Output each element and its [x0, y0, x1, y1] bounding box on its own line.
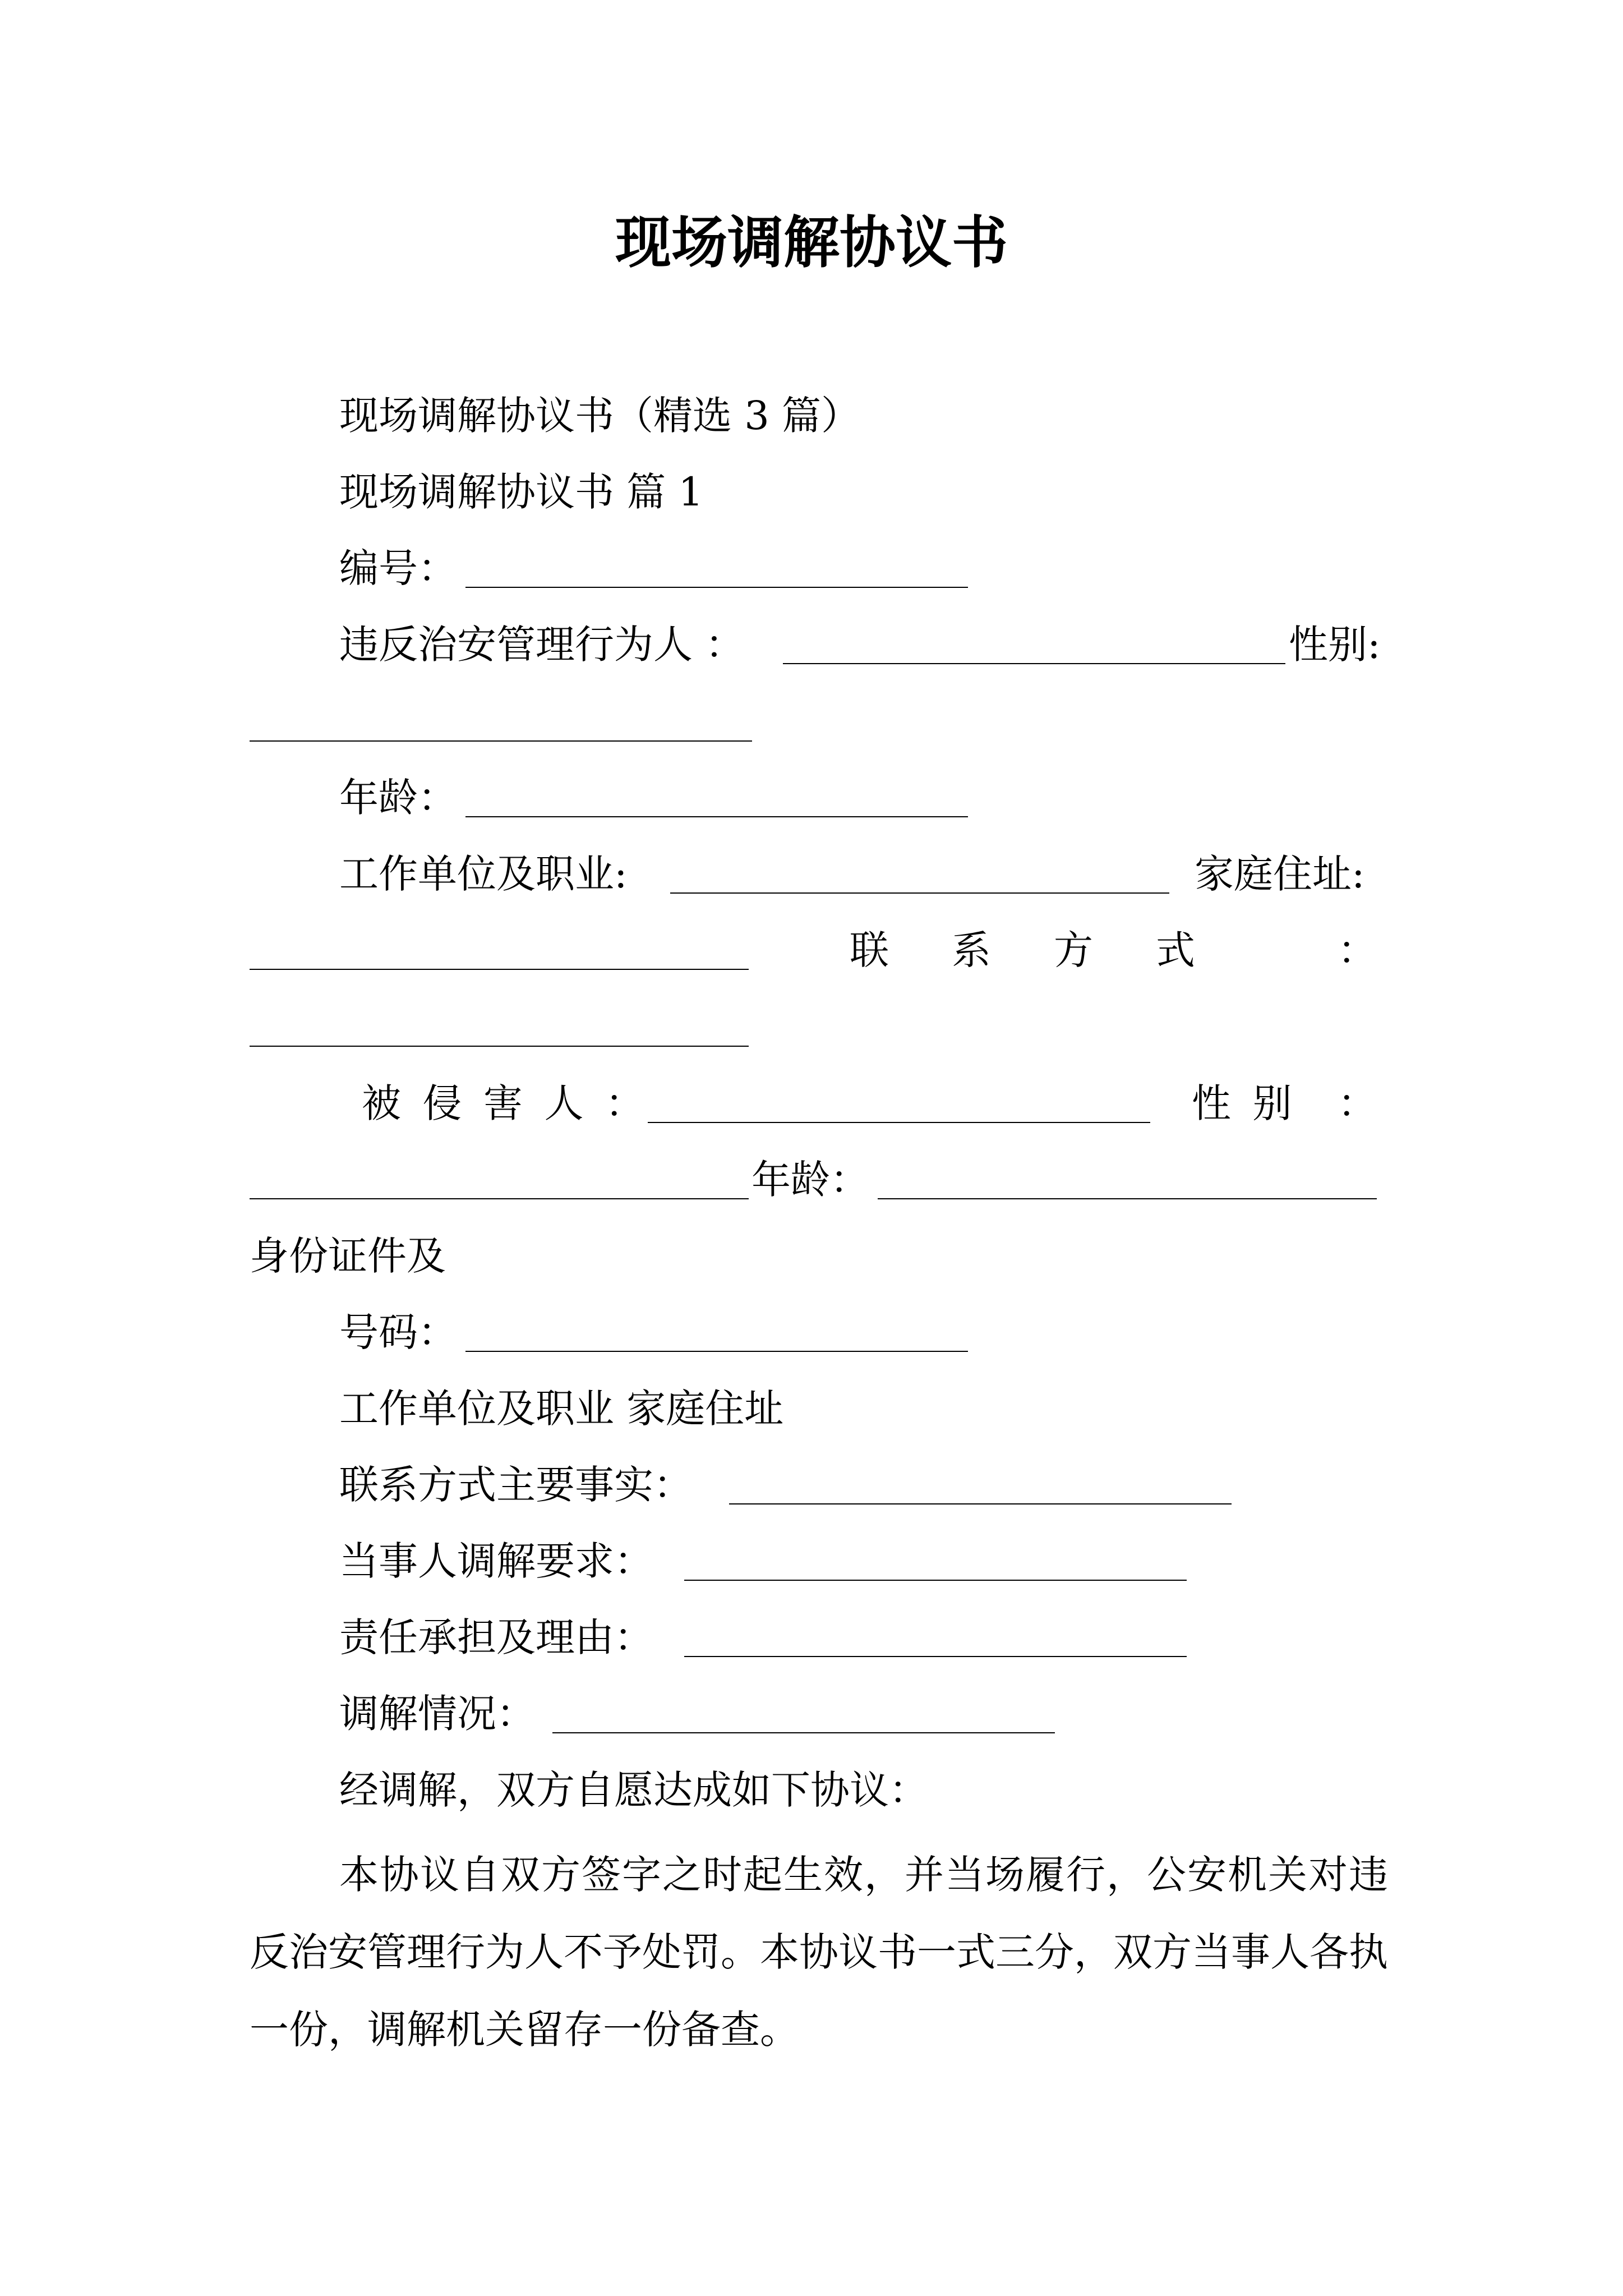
- work-home-label: 工作单位及职业 家庭住址: [339, 1386, 784, 1432]
- victim-gender-colon: ：: [1338, 1080, 1377, 1126]
- home-address-blank[interactable]: [250, 969, 749, 970]
- mediation-status-blank[interactable]: [552, 1732, 1055, 1733]
- responsibility-label: 责任承担及理由：: [339, 1614, 653, 1660]
- number-blank[interactable]: [465, 587, 968, 588]
- responsibility-blank[interactable]: [684, 1656, 1187, 1657]
- document-title: 现场调解协议书: [615, 209, 1008, 275]
- home-address-label: 家庭住址:: [1195, 851, 1365, 897]
- section-heading: 现场调解协议书 篇 1: [339, 469, 704, 515]
- age-label: 年龄：: [339, 775, 457, 821]
- contact-facts-blank[interactable]: [729, 1503, 1232, 1504]
- victim-age-blank[interactable]: [878, 1198, 1377, 1199]
- number-label: 编号：: [339, 545, 457, 591]
- violator-blank[interactable]: [783, 663, 1285, 664]
- victim-age-label: 年龄：: [751, 1157, 869, 1203]
- id-number-blank[interactable]: [465, 1351, 968, 1352]
- id-number-label: 号码：: [339, 1309, 457, 1355]
- subtitle: 现场调解协议书（精选 3 篇）: [339, 393, 861, 439]
- agreement-body: 本协议自双方签字之时起生效，并当场履行，公安机关对违反治安管理行为人不予处罚。本协议书一式三分，双方当事人各执一份，调解机关留存一份备查。: [250, 1852, 1388, 2053]
- age-blank[interactable]: [465, 816, 968, 817]
- id-doc-label: 身份证件及: [250, 1233, 446, 1279]
- victim-gender-label: 性别: [1192, 1080, 1313, 1126]
- violator-label: 违反治安管理行为人 ：: [339, 622, 745, 668]
- agreement-intro: 经调解，双方自愿达成如下协议：: [339, 1767, 928, 1813]
- party-request-blank[interactable]: [684, 1580, 1187, 1581]
- contact-blank[interactable]: [250, 1046, 749, 1047]
- gender-blank[interactable]: [250, 740, 752, 742]
- contact-colon: ：: [1338, 927, 1377, 973]
- party-request-label: 当事人调解要求：: [339, 1538, 653, 1584]
- contact-label: 联系方式: [850, 927, 1258, 973]
- victim-blank[interactable]: [648, 1122, 1150, 1123]
- gender-label: 性别:: [1289, 622, 1381, 668]
- contact-facts-label: 联系方式主要事实：: [339, 1462, 693, 1508]
- victim-gender-blank[interactable]: [250, 1198, 749, 1199]
- victim-label: 被侵害人：: [362, 1080, 666, 1126]
- work-unit-blank[interactable]: [670, 892, 1169, 894]
- mediation-status-label: 调解情况：: [339, 1691, 536, 1737]
- work-unit-label: 工作单位及职业:: [339, 851, 628, 897]
